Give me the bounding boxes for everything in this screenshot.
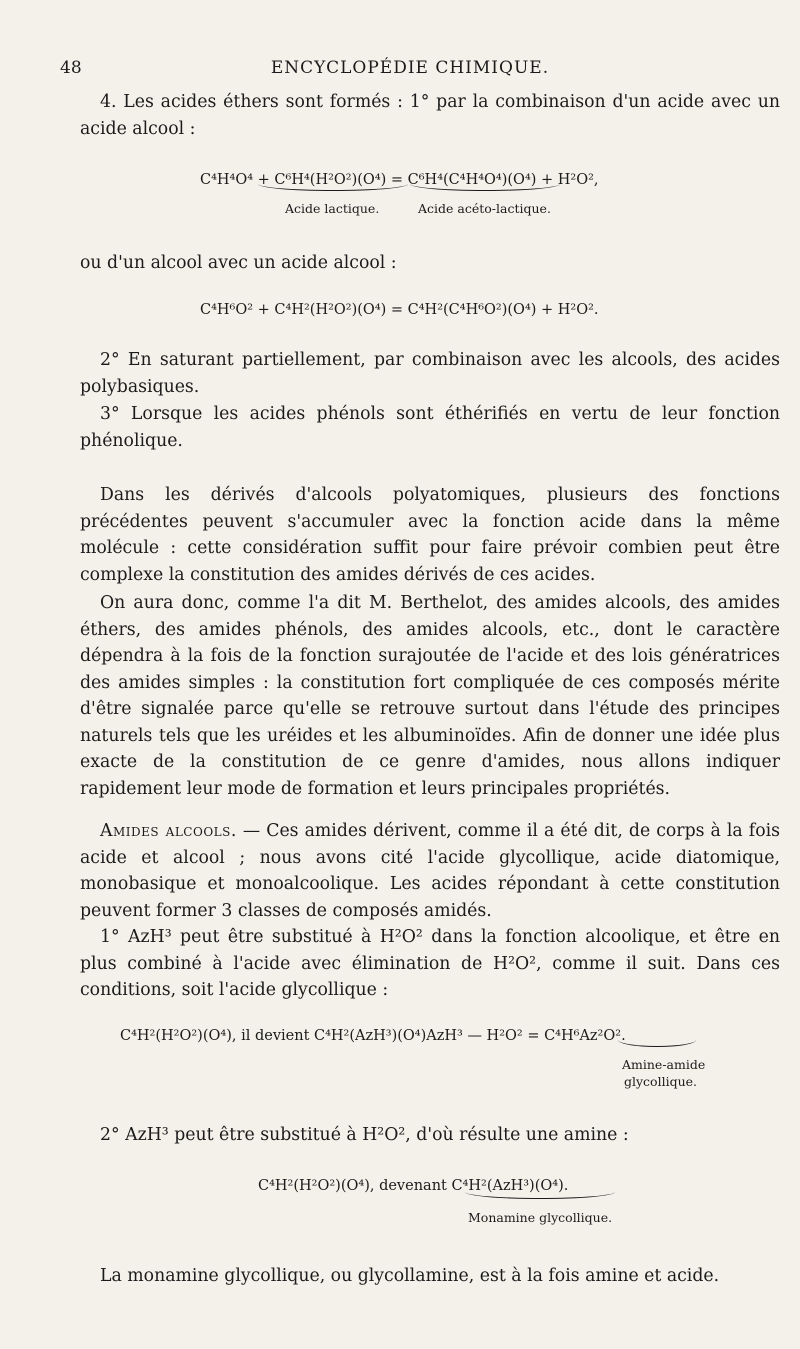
equation-3: C⁴H²(H²O²)(O⁴), il devient C⁴H²(AzH³)(O⁴)AzH³ — H²O² = C⁴H⁶Az²O². <box>120 1028 626 1044</box>
equation-3-brace <box>618 1040 696 1047</box>
paragraph-amides-alcools <box>80 818 780 924</box>
equation-4: C⁴H²(H²O²)(O⁴), devenant C⁴H²(AzH³)(O⁴). <box>258 1178 569 1194</box>
equation-1-label-a: Acide lactique. <box>285 201 380 216</box>
paragraph-glycollamine: La monamine glycollique, ou glycollamine, est à la fois amine et acide. <box>100 1266 720 1286</box>
equation-2: C⁴H⁶O² + C⁴H²(H²O²)(O⁴) = C⁴H²(C⁴H⁶O²)(O⁴) + H²O². <box>200 302 599 318</box>
section-heading: Amides alcools. <box>100 821 237 841</box>
header-title: ENCYCLOPÉDIE CHIMIQUE. <box>270 58 550 78</box>
paragraph-substitution-2: 2° AzH³ peut être substitué à H²O², d'où résulte une amine : <box>100 1125 629 1145</box>
paragraph-acides-ethers: 4. Les acides éthers sont formés : 1° par la combinaison d'un acide avec un acide alcool : <box>80 92 780 139</box>
equation-1-brace-a <box>258 184 408 191</box>
paragraph-saturant: 2° En saturant partiellement, par combinaison avec les alcools, des acides polybasiques. <box>80 350 780 397</box>
equation-4-brace <box>465 1192 615 1199</box>
paragraph-berthelot: On aura donc, comme l'a dit M. Berthelot, des amides alcools, des amides éthers, des amides phénols, des amides alcools, etc., dont le caractère dépendra à la fois de la fonction surajoutée de l'acide et des lois génératrices des amides simples : la constitution fort compliquée de ces composés mérite d'être signalée parce qu'elle se retrouve surtout dans l'étude des principes naturels tels que les uréides et les albuminoïdes. Afin de donner une idée plus exacte de la constitution de ce genre d'amides, nous allons indiquer rapidement leur mode de formation et leurs principales propriétés. <box>80 593 780 799</box>
paragraph-ou-alcool: ou d'un alcool avec un acide alcool : <box>80 253 397 273</box>
section-text: — Ces amides dérivent, comme il a été dit, de corps à la fois acide et alcool ; nous avons cité l'acide glycollique, acide diatomique, monobasique et monoalcoolique. Les acides répondant à cette constitution peuvent former 3 classes de composés amidés. <box>80 821 780 921</box>
equation-1-brace-b <box>410 184 560 191</box>
equation-3-label-1: Amine-amide <box>622 1057 706 1072</box>
paragraph-derives-polyatomiques: Dans les dérivés d'alcools polyatomiques, plusieurs des fonctions précédentes peuvent s'accumuler avec la fonction acide dans la même molécule : cette considération suffit pour faire prévoir combien peut être complexe la constitution des amides dérivés de ces acides. <box>80 485 780 585</box>
equation-4-label: Monamine glycollique. <box>468 1210 613 1225</box>
page-number: 48 <box>60 58 82 78</box>
equation-1: C⁴H⁴O⁴ + C⁶H⁴(H²O²)(O⁴) = C⁶H⁴(C⁴H⁴O⁴)(O⁴) + H²O², <box>200 172 599 188</box>
paragraph-substitution-1: 1° AzH³ peut être substitué à H²O² dans la fonction alcoolique, et être en plus combiné à l'acide avec élimination de H²O², comme il suit. Dans ces conditions, soit l'acide glycollique : <box>80 927 780 1000</box>
running-header <box>60 58 760 86</box>
equation-3-label-2: glycollique. <box>624 1074 698 1089</box>
paragraph-phenols: 3° Lorsque les acides phénols sont éthérifiés en vertu de leur fonction phénolique. <box>80 404 780 451</box>
equation-1-label-b: Acide acéto-lactique. <box>418 201 551 216</box>
